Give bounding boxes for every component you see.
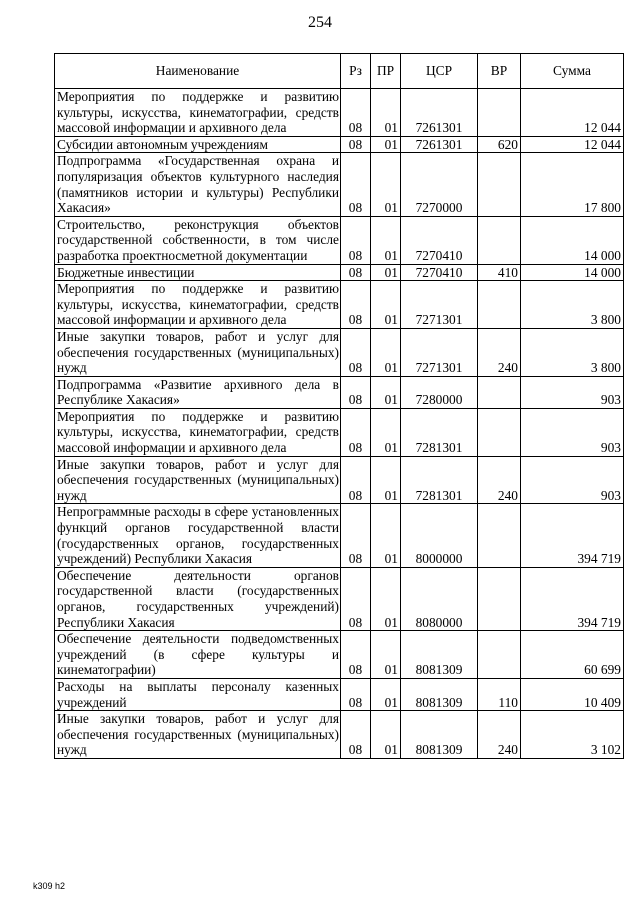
row-vr (478, 408, 521, 456)
row-csr: 7271301 (401, 328, 478, 376)
row-vr: 240 (478, 456, 521, 504)
row-rz: 08 (341, 678, 371, 710)
table-row (55, 567, 624, 630)
row-sum: 14 000 (521, 264, 624, 281)
row-name: Обеспечение деятельности подведомственных учреждений (в сфере культуры и кинематографии) (55, 631, 341, 679)
row-sum: 3 800 (521, 328, 624, 376)
row-pr: 01 (371, 216, 401, 264)
row-rz: 08 (341, 216, 371, 264)
row-rz: 08 (341, 328, 371, 376)
row-pr: 01 (371, 264, 401, 281)
row-vr (478, 216, 521, 264)
row-rz: 08 (341, 264, 371, 281)
row-rz: 08 (341, 408, 371, 456)
row-rz: 08 (341, 504, 371, 567)
row-pr: 01 (371, 504, 401, 567)
row-name: Иные закупки товаров, работ и услуг для обеспечения государственных (муниципальных) нужд (55, 456, 341, 504)
row-vr (478, 281, 521, 329)
row-csr: 7270410 (401, 264, 478, 281)
row-vr (478, 631, 521, 679)
table-row (55, 711, 624, 759)
row-vr (478, 89, 521, 137)
row-rz: 08 (341, 153, 371, 216)
row-csr: 8081309 (401, 678, 478, 710)
table-row (55, 136, 624, 153)
page-number: 254 (308, 14, 332, 31)
row-csr: 8081309 (401, 631, 478, 679)
table-row (55, 376, 624, 408)
row-rz: 08 (341, 376, 371, 408)
row-vr (478, 567, 521, 630)
row-sum: 394 719 (521, 504, 624, 567)
row-csr: 8081309 (401, 711, 478, 759)
header-sum: Сумма (521, 54, 624, 89)
row-name: Иные закупки товаров, работ и услуг для обеспечения государственных (муниципальных) нужд (55, 328, 341, 376)
table-header-row (55, 54, 624, 89)
row-sum: 60 699 (521, 631, 624, 679)
row-csr: 8080000 (401, 567, 478, 630)
row-sum: 14 000 (521, 216, 624, 264)
row-rz: 08 (341, 631, 371, 679)
row-sum: 3 800 (521, 281, 624, 329)
row-sum: 3 102 (521, 711, 624, 759)
row-csr: 7261301 (401, 136, 478, 153)
row-rz: 08 (341, 136, 371, 153)
row-pr: 01 (371, 376, 401, 408)
table-row (55, 264, 624, 281)
row-rz: 08 (341, 89, 371, 137)
row-rz: 08 (341, 281, 371, 329)
row-sum: 903 (521, 376, 624, 408)
row-vr: 410 (478, 264, 521, 281)
table-row (55, 631, 624, 679)
row-vr: 240 (478, 328, 521, 376)
row-vr (478, 376, 521, 408)
header-vr: ВР (478, 54, 521, 89)
row-sum: 394 719 (521, 567, 624, 630)
row-name: Мероприятия по поддержке и развитию культуры, искусства, кинематографии, средств массовой информации и архивного дела (55, 408, 341, 456)
row-pr: 01 (371, 153, 401, 216)
row-name: Подпрограмма «Развитие архивного дела в Республике Хакасия» (55, 376, 341, 408)
row-name: Бюджетные инвестиции (55, 264, 341, 281)
row-rz: 08 (341, 456, 371, 504)
row-name: Непрограммные расходы в сфере установленных функций органов государственной власти (государственных органов, государственных учреждений) Республики Хакасия (55, 504, 341, 567)
row-vr: 240 (478, 711, 521, 759)
row-name: Обеспечение деятельности органов государственной власти (государственных органов, государственных учреждений) Республики Хакасия (55, 567, 341, 630)
row-pr: 01 (371, 281, 401, 329)
header-pr: ПР (371, 54, 401, 89)
table-row (55, 456, 624, 504)
row-csr: 7270000 (401, 153, 478, 216)
table-row (55, 89, 624, 137)
row-rz: 08 (341, 711, 371, 759)
row-name: Мероприятия по поддержке и развитию культуры, искусства, кинематографии, средств массовой информации и архивного дела (55, 281, 341, 329)
row-pr: 01 (371, 678, 401, 710)
table-row (55, 408, 624, 456)
row-vr: 620 (478, 136, 521, 153)
row-name: Мероприятия по поддержке и развитию культуры, искусства, кинематографии, средств массовой информации и архивного дела (55, 89, 341, 137)
row-csr: 7281301 (401, 456, 478, 504)
row-vr (478, 153, 521, 216)
row-pr: 01 (371, 408, 401, 456)
row-csr: 7281301 (401, 408, 478, 456)
row-name: Расходы на выплаты персоналу казенных учреждений (55, 678, 341, 710)
row-vr (478, 504, 521, 567)
table-row (55, 281, 624, 329)
row-pr: 01 (371, 136, 401, 153)
table-row (55, 328, 624, 376)
row-name: Субсидии автономным учреждениям (55, 136, 341, 153)
row-sum: 903 (521, 408, 624, 456)
row-sum: 17 800 (521, 153, 624, 216)
row-pr: 01 (371, 89, 401, 137)
table-row (55, 504, 624, 567)
row-csr: 7280000 (401, 376, 478, 408)
row-pr: 01 (371, 631, 401, 679)
row-csr: 7271301 (401, 281, 478, 329)
table-row (55, 216, 624, 264)
row-pr: 01 (371, 456, 401, 504)
table-row (55, 678, 624, 710)
row-pr: 01 (371, 567, 401, 630)
table-row (55, 153, 624, 216)
row-name: Строительство, реконструкция объектов государственной собственности, в том числе разработка проектносметной документации (55, 216, 341, 264)
header-csr: ЦСР (401, 54, 478, 89)
row-rz: 08 (341, 567, 371, 630)
header-rz: Рз (341, 54, 371, 89)
row-csr: 7270410 (401, 216, 478, 264)
row-sum: 12 044 (521, 136, 624, 153)
row-pr: 01 (371, 328, 401, 376)
row-csr: 7261301 (401, 89, 478, 137)
row-name: Подпрограмма «Государственная охрана и популяризация объектов культурного наследия (памятников истории и культуры) Республики Хакасия» (55, 153, 341, 216)
budget-table (54, 53, 624, 759)
header-name: Наименование (55, 54, 341, 89)
row-csr: 8000000 (401, 504, 478, 567)
row-name: Иные закупки товаров, работ и услуг для обеспечения государственных (муниципальных) нужд (55, 711, 341, 759)
footer-code: k309 h2 (33, 881, 66, 891)
row-sum: 10 409 (521, 678, 624, 710)
row-pr: 01 (371, 711, 401, 759)
row-sum: 12 044 (521, 89, 624, 137)
row-sum: 903 (521, 456, 624, 504)
row-vr: 110 (478, 678, 521, 710)
